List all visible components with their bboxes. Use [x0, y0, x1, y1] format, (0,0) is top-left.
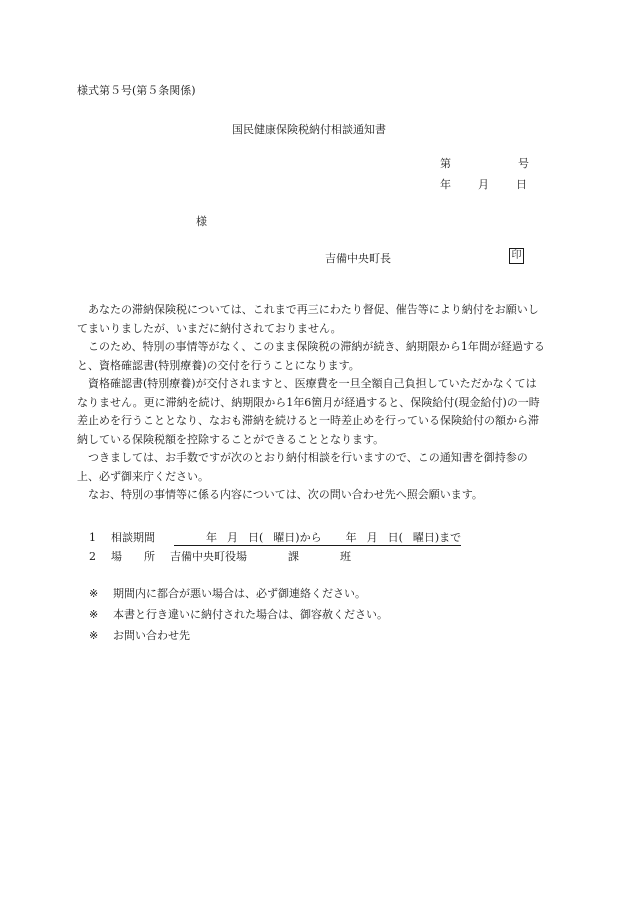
- note-text-2: 本書と行き違いに納付された場合は、御容赦ください。: [113, 608, 388, 621]
- period-end-day: 日(: [387, 531, 403, 544]
- date-month: 月: [478, 178, 489, 191]
- number-prefix: 第: [440, 157, 451, 170]
- notice-body: [77, 301, 547, 505]
- item1-number: 1: [89, 531, 96, 544]
- number-suffix: 号: [518, 157, 529, 170]
- document-title: 国民健康保険税納付相談通知書: [232, 123, 386, 136]
- note-row-2: [89, 606, 388, 622]
- item-consultation-period: [89, 529, 461, 545]
- document-date-line: [440, 176, 527, 192]
- item1-label: 相談期間: [111, 531, 155, 544]
- seal-box: [509, 248, 524, 264]
- recipient-honorific: 様: [196, 215, 207, 228]
- note-text-1: 期間内に都合が悪い場合は、必ず御連絡ください。: [113, 587, 366, 600]
- seal-mark: 印: [509, 248, 524, 264]
- note-row-1: [89, 585, 366, 601]
- period-underlined-field: [174, 531, 461, 546]
- form-identifier: 様式第５号(第５条関係): [77, 84, 196, 97]
- date-day: 日: [516, 178, 527, 191]
- period-start-month: 月: [227, 531, 238, 544]
- body-paragraph-2: このため、特別の事情等がなく、このまま保険税の滞納が続き、納期限から1年間が経過すると、資格確認書(特別療養)の交付を行うことになります。: [77, 340, 545, 372]
- note-mark-1: ※: [89, 587, 99, 600]
- document-number-line: [440, 155, 529, 171]
- item2-number: 2: [89, 550, 96, 563]
- period-start-weekday: 曜日)から: [273, 531, 322, 544]
- item2-label: 場 所: [111, 550, 155, 563]
- note-row-3: [89, 627, 190, 643]
- period-end-month: 月: [366, 531, 378, 544]
- note-text-3: お問い合わせ先: [113, 629, 190, 642]
- item-place: [89, 548, 351, 564]
- item2-section: 課: [288, 550, 299, 563]
- item2-team: 班: [340, 550, 351, 563]
- note-mark-2: ※: [89, 608, 99, 621]
- period-end-year: 年: [345, 531, 357, 544]
- body-paragraph-3: 資格確認書(特別療養)が交付されますと、医療費を一旦全額自己負担していただかなくてはなりません。更に滞納を続け、納期限から1年6箇月が経過すると、保険給付(現金給付)の一時差止めを行うこととなり、なおも滞納を続けると一時差止めを行っている保険給付の額から滞納している保険税額を控除することができることとなります。: [77, 377, 540, 446]
- date-year: 年: [440, 178, 451, 191]
- period-start-year: 年: [206, 531, 217, 544]
- issuer-name: 吉備中央町長: [325, 252, 391, 265]
- note-mark-3: ※: [89, 629, 99, 642]
- period-start-day: 日(: [248, 531, 264, 544]
- body-paragraph-1: あなたの滞納保険税については、これまで再三にわたり督促、催告等により納付をお願いしてまいりましたが、いまだに納付されておりません。: [77, 303, 539, 335]
- item2-place: 吉備中央町役場: [170, 550, 247, 563]
- body-paragraph-4: つきましては、お手数ですが次のとおり納付相談を行いますので、この通知書を御持参の上、必ず御来庁ください。: [77, 451, 528, 483]
- period-end-weekday: 曜日)まで: [412, 531, 462, 544]
- body-paragraph-5: なお、特別の事情等に係る内容については、次の問い合わせ先へ照会願います。: [88, 488, 483, 501]
